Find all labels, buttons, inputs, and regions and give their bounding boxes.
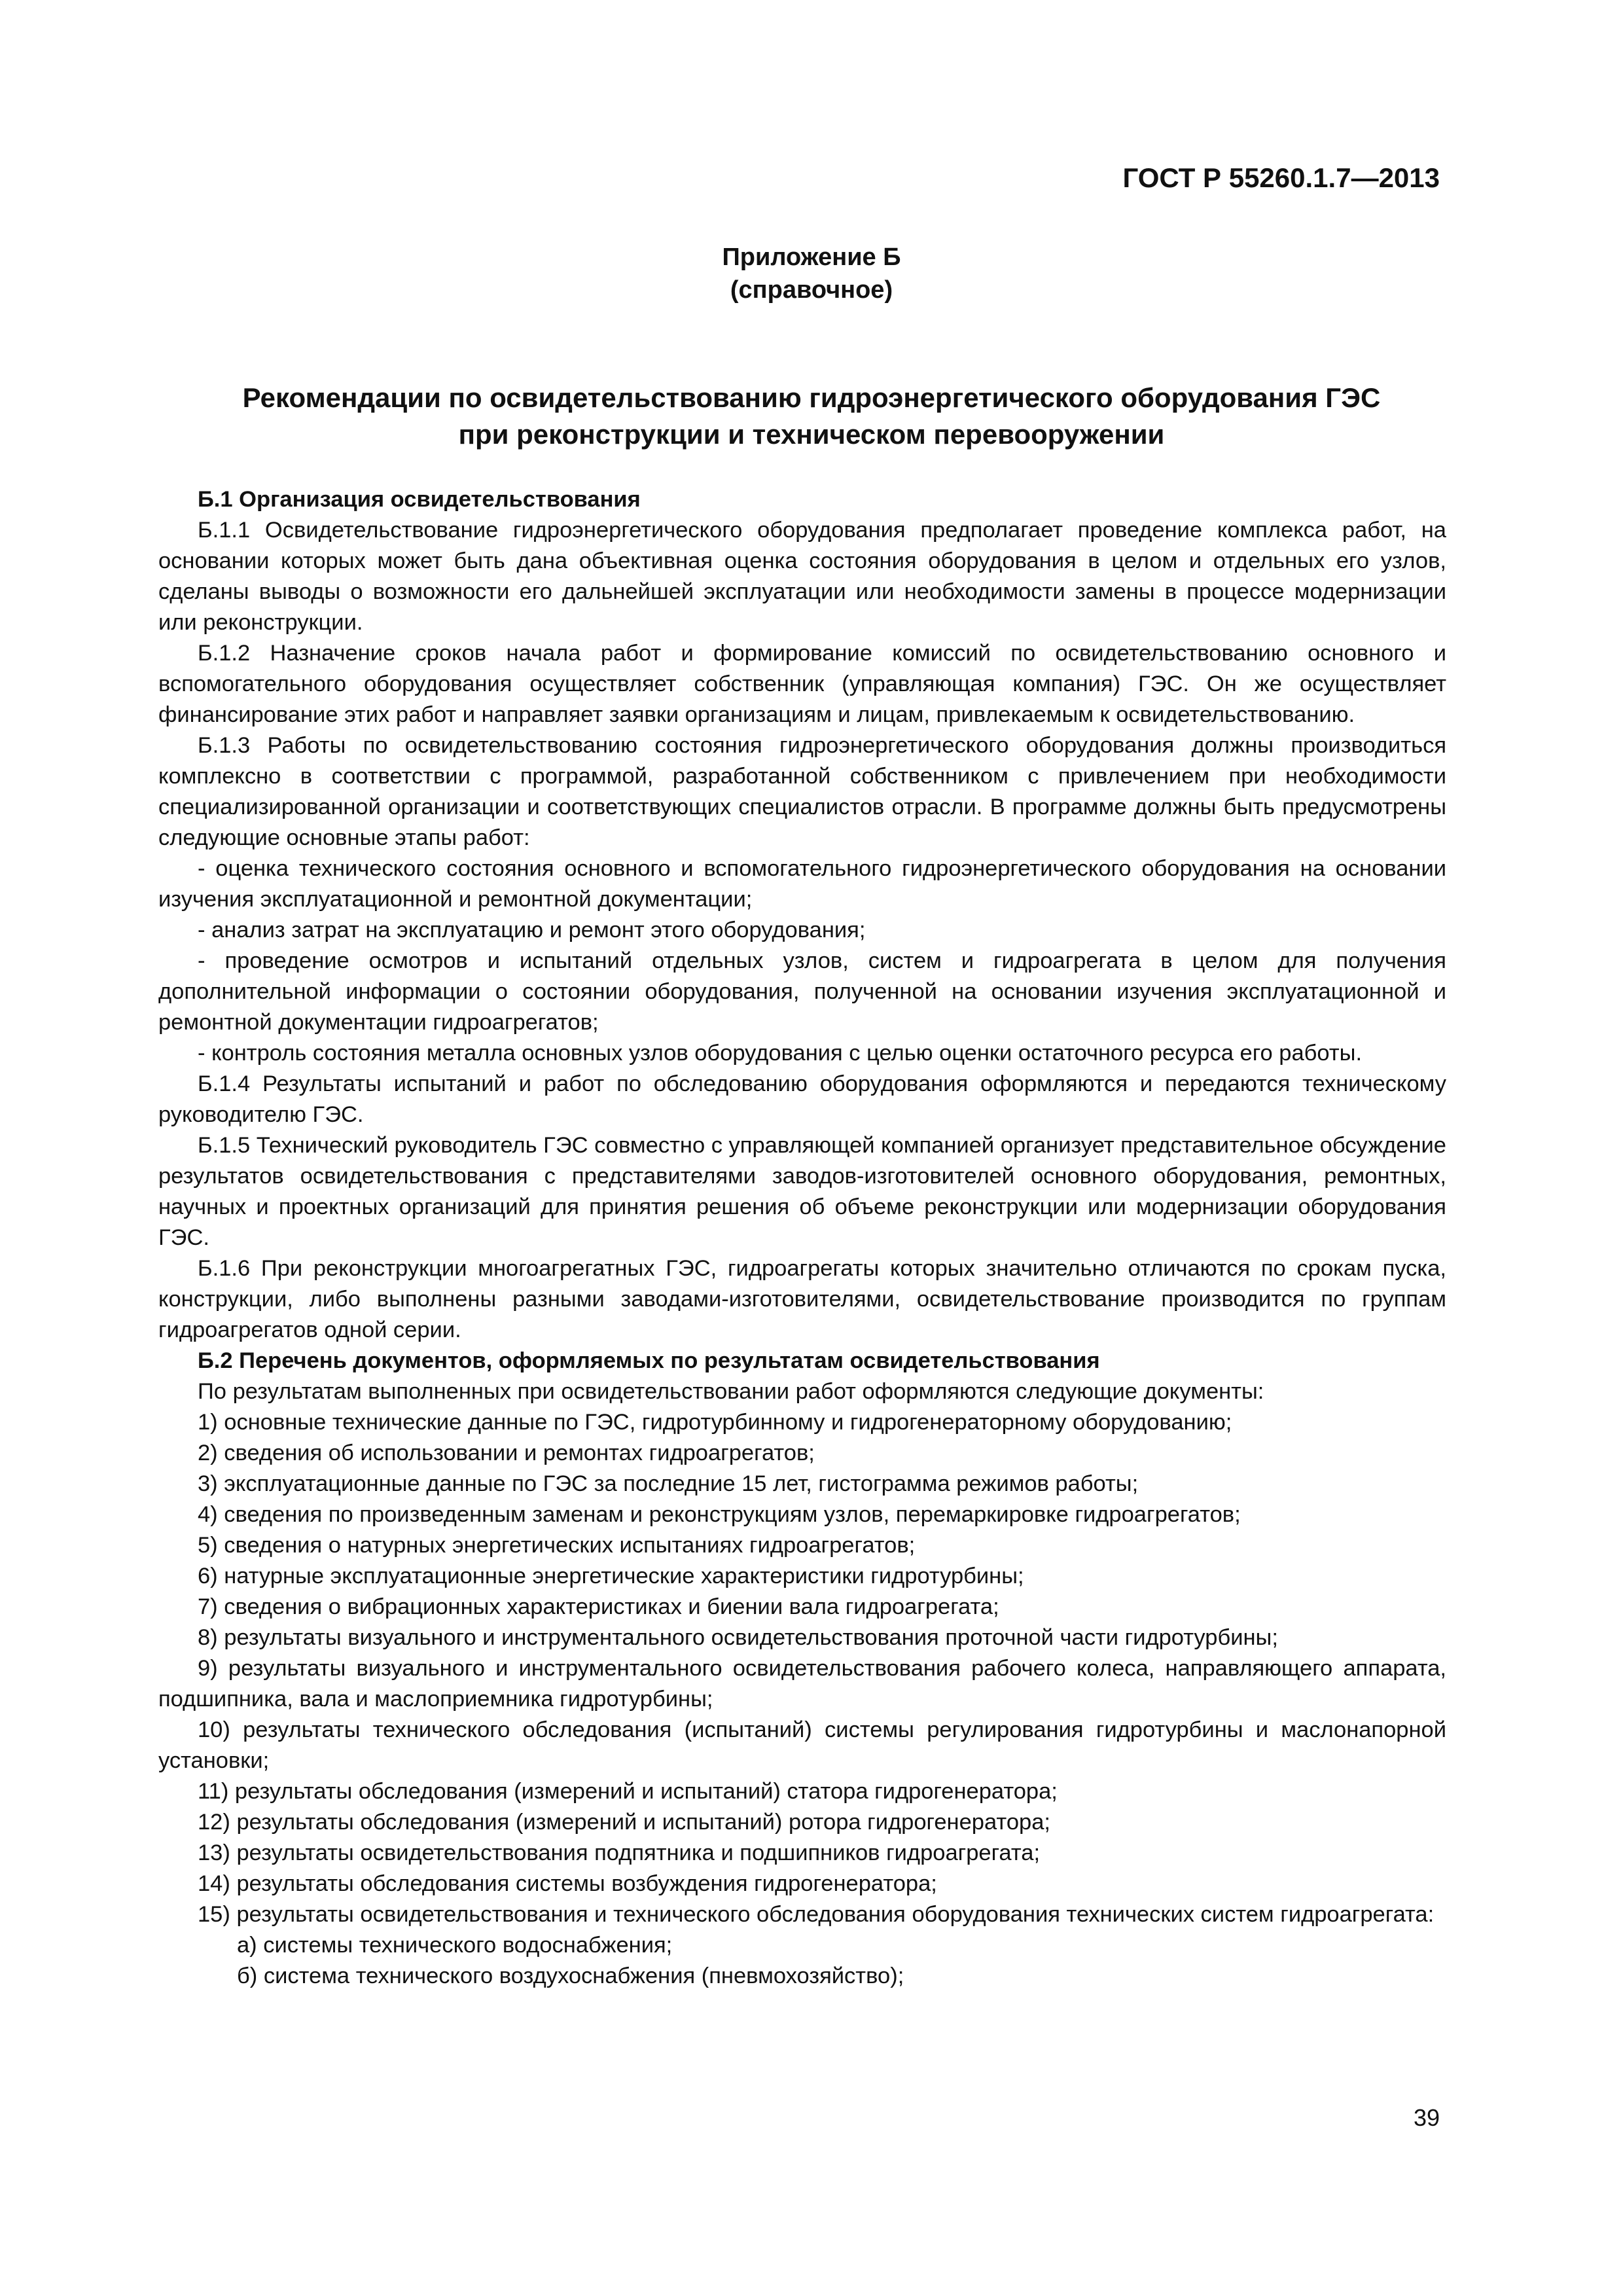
dash-item-3: - проведение осмотров и испытаний отдельных узлов, систем и гидроагрегата в целом для получения дополнительной информации о состоянии оборудования, полученной на основании изучения эксплуатационной и ремонтной документации гидроагрегатов; bbox=[158, 948, 1446, 1035]
annex-name: Приложение Б bbox=[722, 243, 901, 271]
document-body bbox=[158, 484, 1446, 1992]
list-item-1: 1) основные технические данные по ГЭС, гидротурбинному и гидрогенераторному оборудованию; bbox=[198, 1410, 1232, 1435]
document-title-line-2: при реконструкции и техническом перевооружении bbox=[458, 419, 1165, 450]
list-item-12: 12) результаты обследования (измерений и испытаний) ротора гидрогенератора; bbox=[198, 1810, 1050, 1835]
list-item-13: 13) результаты освидетельствования подпятника и подшипников гидроагрегата; bbox=[198, 1840, 1041, 1865]
list-item-2: 2) сведения об использовании и ремонтах гидроагрегатов; bbox=[198, 1441, 815, 1465]
list-item-11: 11) результаты обследования (измерений и испытаний) статора гидрогенератора; bbox=[198, 1779, 1058, 1804]
list-item-3: 3) эксплуатационные данные по ГЭС за последние 15 лет, гистограмма режимов работы; bbox=[198, 1471, 1139, 1496]
paragraph-b1-4: Б.1.4 Результаты испытаний и работ по обследованию оборудования оформляются и передаются техническому руководителю ГЭС. bbox=[158, 1071, 1446, 1127]
paragraph-b1-2: Б.1.2 Назначение сроков начала работ и формирование комиссий по освидетельствованию основного и вспомогательного оборудования осуществляет собственник (управляющая компания) ГЭС. Он же осуществляет финансирование этих работ и направляет заявки организациям и лицам, привлекаемым к освидетельствованию. bbox=[158, 641, 1446, 727]
dash-item-2: - анализ затрат на эксплуатацию и ремонт этого оборудования; bbox=[198, 918, 866, 942]
list-item-7: 7) сведения о вибрационных характеристиках и биении вала гидроагрегата; bbox=[198, 1594, 999, 1619]
list-item-6: 6) натурные эксплуатационные энергетические характеристики гидротурбины; bbox=[198, 1564, 1024, 1588]
list-item-10: 10) результаты технического обследования (испытаний) системы регулирования гидротурбины и маслонапорной установки; bbox=[158, 1717, 1446, 1773]
paragraph-b1-5: Б.1.5 Технический руководитель ГЭС совместно с управляющей компанией организует представительное обсуждение результатов освидетельствования с представителями заводов-изготовителей основного оборудования, ремонтных, научных и проектных организаций для принятия решения об объеме реконструкции или модернизации оборудования ГЭС. bbox=[158, 1133, 1446, 1250]
paragraph-b1-3: Б.1.3 Работы по освидетельствованию состояния гидроэнергетического оборудования должны производиться комплексно в соответствии с программой, разработанной собственником с привлечением при необходимости специализированной организации и соответствующих специалистов отрасли. В программе должны быть предусмотрены следующие основные этапы работ: bbox=[158, 733, 1446, 850]
list-item-14: 14) результаты обследования системы возбуждения гидрогенератора; bbox=[198, 1871, 937, 1896]
annex-type: (справочное) bbox=[730, 276, 893, 304]
page-number: 39 bbox=[1413, 2104, 1440, 2131]
section-heading-b2: Б.2 Перечень документов, оформляемых по результатам освидетельствования bbox=[198, 1348, 1100, 1373]
list-item-9: 9) результаты визуального и инструментального освидетельствования рабочего колеса, направляющего аппарата, подшипника, вала и маслоприемника гидротурбины; bbox=[158, 1656, 1446, 1712]
sub-item-b: б) система технического воздухоснабжения (пневмохозяйство); bbox=[237, 1964, 904, 1988]
standard-number: ГОСТ Р 55260.1.7—2013 bbox=[1122, 162, 1440, 193]
sub-item-a: а) системы технического водоснабжения; bbox=[237, 1933, 673, 1958]
dash-item-4: - контроль состояния металла основных узлов оборудования с целью оценки остаточного ресурса его работы. bbox=[198, 1041, 1363, 1066]
list-item-15: 15) результаты освидетельствования и технического обследования оборудования технических систем гидроагрегата: bbox=[198, 1902, 1435, 1927]
paragraph-b2-intro: По результатам выполненных при освидетельствовании работ оформляются следующие документы: bbox=[198, 1379, 1264, 1404]
section-heading-b1: Б.1 Организация освидетельствования bbox=[198, 487, 641, 512]
list-item-8: 8) результаты визуального и инструментального освидетельствования проточной части гидротурбины; bbox=[198, 1625, 1278, 1650]
list-item-4: 4) сведения по произведенным заменам и реконструкциям узлов, перемаркировке гидроагрегатов; bbox=[198, 1502, 1241, 1527]
paragraph-b1-6: Б.1.6 При реконструкции многоагрегатных ГЭС, гидроагрегаты которых значительно отличаются по срокам пуска, конструкции, либо выполнены разными заводами-изготовителями, освидетельствование производится по группам гидроагрегатов одной серии. bbox=[158, 1256, 1446, 1342]
document-title-line-1: Рекомендации по освидетельствованию гидроэнергетического оборудования ГЭС bbox=[242, 382, 1381, 413]
paragraph-b1-1: Б.1.1 Освидетельствование гидроэнергетического оборудования предполагает проведение комплекса работ, на основании которых может быть дана объективная оценка состояния оборудования в целом и отдельных его узлов, сделаны выводы о возможности его дальнейшей эксплуатации или необходимости замены в процессе модернизации или реконструкции. bbox=[158, 518, 1446, 635]
list-item-5: 5) сведения о натурных энергетических испытаниях гидроагрегатов; bbox=[198, 1533, 916, 1558]
dash-item-1: - оценка технического состояния основного и вспомогательного гидроэнергетического оборудования на основании изучения эксплуатационной и ремонтной документации; bbox=[158, 856, 1446, 912]
